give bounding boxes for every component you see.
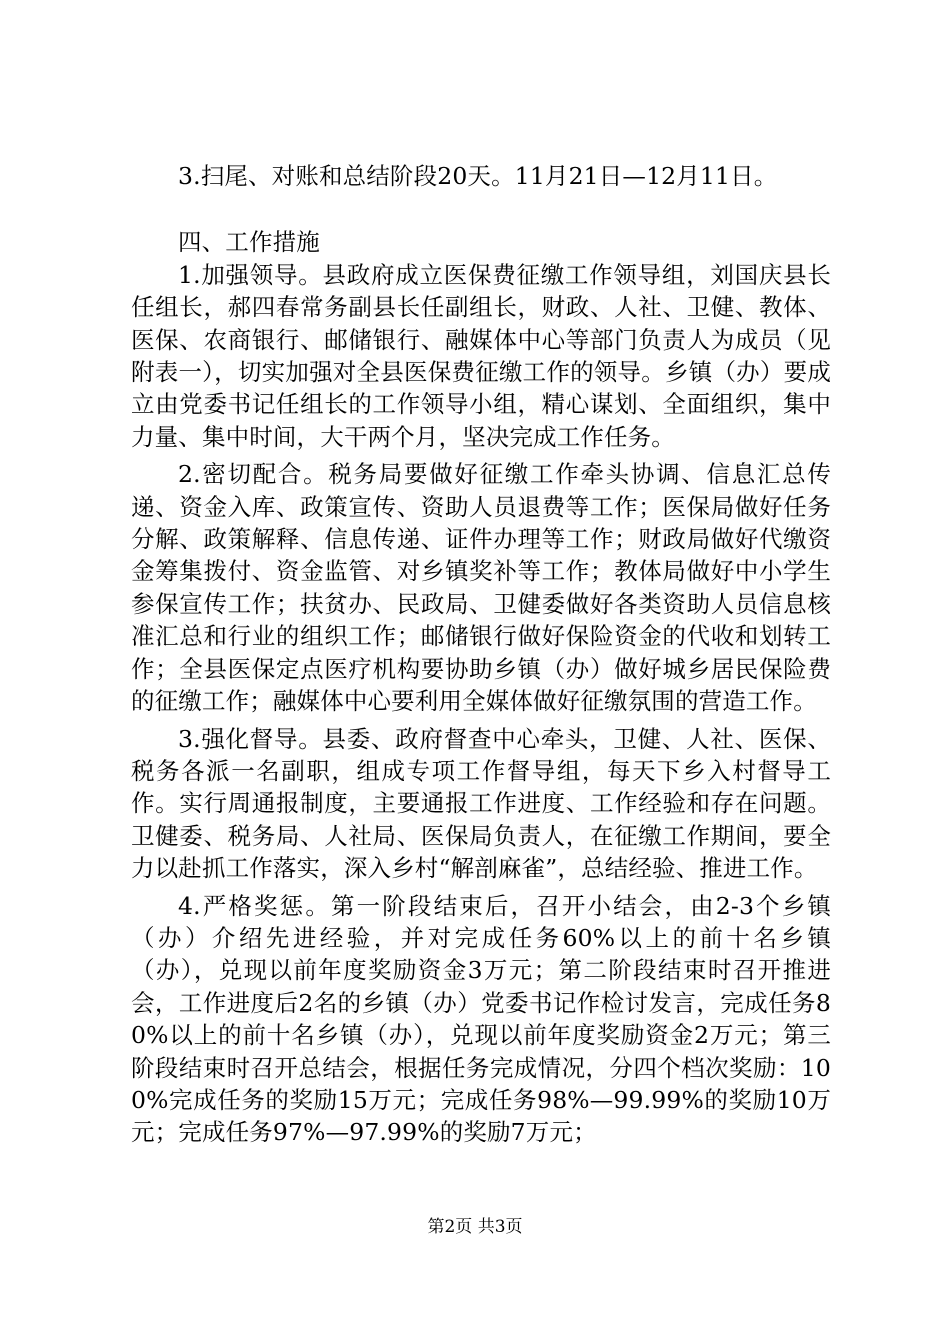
paragraph-strengthen-leadership: 1.加强领导。县政府成立医保费征缴工作领导组，刘国庆县长任组长，郝四春常务副县长任副组长，财政、人社、卫健、教体、医保、农商银行、邮储银行、融媒体中心等部门负责人为成员（见附表一），切实加强对全县医保费征缴工作的领导。乡镇（办）要成立由党委书记任组长的工作领导小组，精心谋划、全面组织，集中力量、集中时间，大干两个月，坚决完成工作任务。: [131, 260, 831, 451]
paragraph-stage-3: 3.扫尾、对账和总结阶段20天。11月21日—12月11日。: [178, 162, 778, 190]
document-body: [131, 160, 831, 1149]
section-heading-work-measures: 四、工作措施: [178, 228, 320, 257]
paragraph-rewards-penalties: 4.严格奖惩。第一阶段结束后，召开小结会，由2-3个乡镇（办）介绍先进经验，并对完成任务60%以上的前十名乡镇（办），兑现以前年度奖励资金3万元；第二阶段结束时召开推进会，工作进度后2名的乡镇（办）党委书记作检讨发言，完成任务80%以上的前十名乡镇（办），兑现以前年度奖励资金2万元；第三阶段结束时召开总结会，根据任务完成情况，分四个档次奖励：100%完成任务的奖励15万元；完成任务98%—99.99%的奖励10万元；完成任务97%—97.99%的奖励7万元；: [131, 891, 831, 1147]
page-footer: 第2页 共3页: [427, 1217, 523, 1237]
paragraph-strengthen-supervision: 3.强化督导。县委、政府督查中心牵头，卫健、人社、医保、税务各派一名副职，组成专项工作督导组，每天下乡入村督导工作。实行周通报制度，主要通报工作进度、工作经验和存在问题。卫健委、税务局、人社局、医保局负责人，在征缴工作期间，要全力以赴抓工作落实，深入乡村“解剖麻雀”，总结经验、推进工作。: [131, 724, 831, 883]
paragraph-close-cooperation: 2.密切配合。税务局要做好征缴工作牵头协调、信息汇总传递、资金入库、政策宣传、资助人员退费等工作；医保局做好任务分解、政策解释、信息传递、证件办理等工作；财政局做好代缴资金筹集拨付、资金监管、对乡镇奖补等工作；教体局做好中小学生参保宣传工作；扶贫办、民政局、卫健委做好各类资助人员信息核准汇总和行业的组织工作；邮储银行做好保险资金的代收和划转工作；全县医保定点医疗机构要协助乡镇（办）做好城乡居民保险费的征缴工作；融媒体中心要利用全媒体做好征缴氛围的营造工作。: [131, 460, 831, 716]
